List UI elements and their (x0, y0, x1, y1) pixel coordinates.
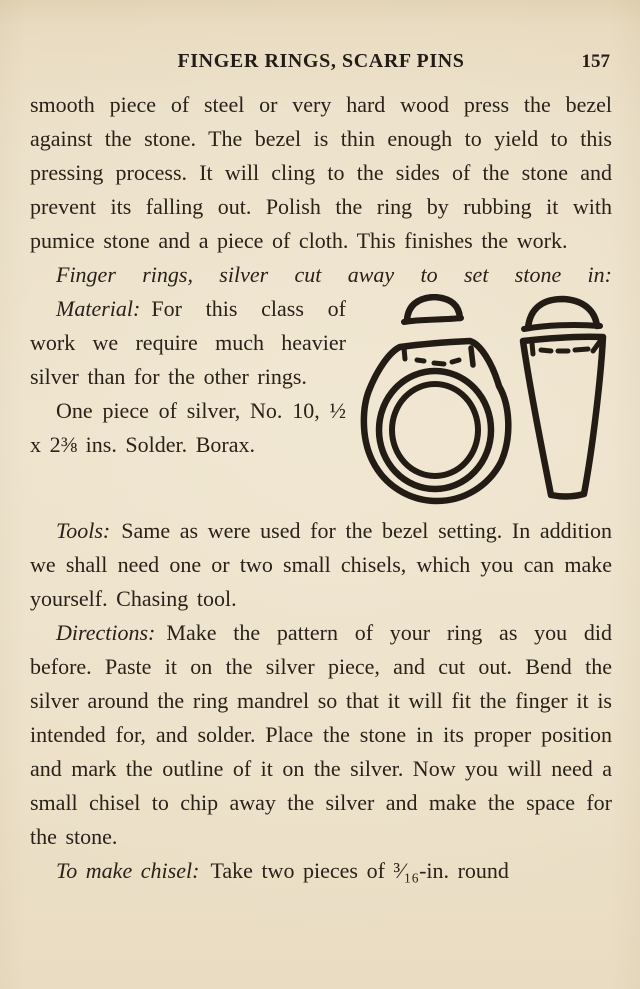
paragraph-make-chisel (30, 854, 612, 888)
paragraph-one-piece: One piece of silver, No. 10, ½ x 2⅜ ins. Solder. Borax. (30, 398, 346, 457)
paragraph-directions (30, 616, 612, 854)
section-heading: Finger rings, silver cut away to set stone in: (56, 262, 612, 287)
tools-label: Tools: (56, 518, 111, 543)
material-label: Material: (56, 296, 141, 321)
ring-illustration (360, 294, 610, 506)
ring-side-profile-icon (523, 337, 603, 497)
directions-label: Directions: (56, 620, 156, 645)
chisel-text: Take two pieces of ³⁄₁₆-in. round (210, 858, 509, 883)
cabochon-stone-side-icon (524, 299, 600, 329)
directions-text: Make the pattern of your ring as you did before. Paste it on the silver piece, and cut out. Bend the silver around the ring mandrel so that it will fit the finger it is intended for, and solder. Place the stone in its proper position and mark the outline of it on the silver. Now you will need a small chisel to chip away the silver and make the space for the stone. (30, 620, 612, 849)
material-section (30, 292, 612, 514)
ring-front-view-icon (364, 341, 508, 501)
cabochon-stone-front-icon (404, 297, 461, 322)
chisel-label: To make chisel: (56, 858, 200, 883)
page-header (30, 50, 612, 76)
material-text: For this class of work we require much heavier silver than for the other rings. (30, 296, 346, 389)
paragraph-intro: smooth piece of steel or very hard wood press the bezel against the stone. The bezel is thin enough to yield to this pressing process. It will cling to the sides of the stone and prevent its falling out. Polish the ring by rubbing it with pumice stone and a piece of cloth. This finishes the work. (30, 92, 612, 253)
tools-text: Same as were used for the bezel setting. In addition we shall need one or two small chisels, which you can make yourself. Chasing tool. (30, 518, 612, 611)
page-number: 157 (581, 51, 610, 72)
paragraph-tools (30, 514, 612, 616)
page-title: FINGER RINGS, SCARF PINS (177, 50, 465, 72)
